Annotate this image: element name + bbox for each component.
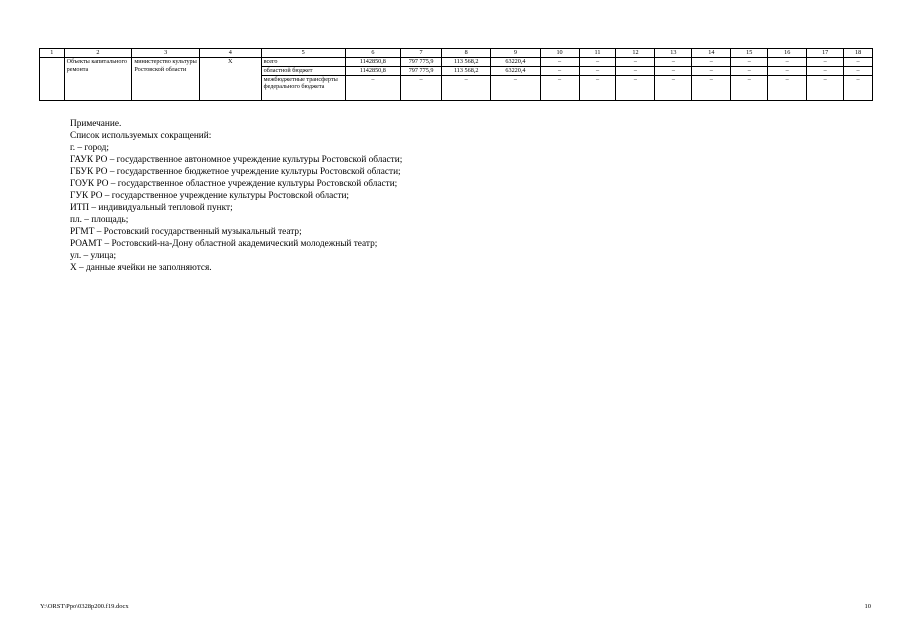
header-cell: 13 [655, 49, 692, 58]
header-cell: 11 [579, 49, 616, 58]
dash-cell: – [655, 58, 692, 67]
value-cell: – [491, 75, 540, 100]
abbreviation-item: ул. – улица; [70, 251, 117, 261]
dash-cell: – [616, 66, 655, 75]
header-cell: 6 [345, 49, 400, 58]
dash-cell: – [807, 75, 844, 100]
dash-cell: – [616, 75, 655, 100]
dash-cell: – [768, 75, 807, 100]
dash-cell: – [540, 58, 579, 67]
dash-cell: – [655, 75, 692, 100]
funding-label-cell: межбюджетные трансферты федерального бюджета [261, 75, 345, 100]
header-cell: 5 [261, 49, 345, 58]
value-cell: 63220,4 [491, 66, 540, 75]
header-cell: 18 [844, 49, 873, 58]
dash-cell: – [579, 58, 616, 67]
funding-label-cell: областной бюджет [261, 66, 345, 75]
abbreviation-item: РГМТ – Ростовский государственный музыкальный театр; [70, 227, 302, 237]
dash-cell: – [731, 66, 768, 75]
dash-cell: – [540, 66, 579, 75]
abbreviation-item: ГУК РО – государственное учреждение культуры Ростовской области; [70, 191, 350, 201]
notes-section [70, 118, 402, 274]
page-number: 10 [864, 603, 871, 610]
dash-cell: – [692, 66, 731, 75]
value-cell: 797 775,9 [401, 66, 442, 75]
responsible-cell: министерство культуры Ростовской области [132, 58, 200, 101]
header-cell: 16 [768, 49, 807, 58]
header-cell: 1 [40, 49, 65, 58]
value-cell: 63220,4 [491, 58, 540, 67]
header-cell: 12 [616, 49, 655, 58]
header-cell: 3 [132, 49, 200, 58]
abbreviation-item: РОАМТ – Ростовский-на-Дону областной академический молодежный театр; [70, 239, 378, 249]
abbreviation-item: ГАУК РО – государственное автономное учреждение культуры Ростовской области; [70, 155, 403, 165]
notes-title: Примечание. [70, 119, 122, 129]
header-cell: 7 [401, 49, 442, 58]
abbreviation-item: Х – данные ячейки не заполняются. [70, 263, 212, 273]
x-cell: Х [200, 58, 262, 101]
dash-cell: – [692, 58, 731, 67]
dash-cell: – [844, 75, 873, 100]
value-cell: 113 568,2 [442, 66, 491, 75]
dash-cell: – [616, 58, 655, 67]
notes-subtitle: Список используемых сокращений: [70, 131, 212, 141]
header-cell: 17 [807, 49, 844, 58]
dash-cell: – [540, 75, 579, 100]
header-cell: 2 [64, 49, 132, 58]
value-cell: – [442, 75, 491, 100]
dash-cell: – [807, 66, 844, 75]
data-table [39, 48, 873, 101]
value-cell: – [401, 75, 442, 100]
table-cell [40, 58, 65, 101]
dash-cell: – [844, 66, 873, 75]
header-cell: 8 [442, 49, 491, 58]
value-cell: 113 568,2 [442, 58, 491, 67]
dash-cell: – [579, 66, 616, 75]
value-cell: – [345, 75, 400, 100]
dash-cell: – [731, 75, 768, 100]
abbreviation-item: ИТП – индивидуальный тепловой пункт; [70, 203, 233, 213]
abbreviation-item: г. – город; [70, 143, 109, 153]
header-cell: 4 [200, 49, 262, 58]
table-row [40, 58, 873, 67]
dash-cell: – [731, 58, 768, 67]
table-header-row [40, 49, 873, 58]
value-cell: 1142850,8 [345, 58, 400, 67]
header-cell: 15 [731, 49, 768, 58]
abbreviation-item: ГБУК РО – государственное бюджетное учреждение культуры Ростовской области; [70, 167, 401, 177]
value-cell: 797 775,9 [401, 58, 442, 67]
header-cell: 9 [491, 49, 540, 58]
dash-cell: – [692, 75, 731, 100]
footer-file-path: Y:\ORST\Ppo\0328p200.f19.docx [40, 603, 129, 610]
dash-cell: – [768, 58, 807, 67]
header-cell: 10 [540, 49, 579, 58]
abbreviation-item: пл. – площадь; [70, 215, 129, 225]
object-name-cell: Объекты капитального ремонта [64, 58, 132, 101]
dash-cell: – [807, 58, 844, 67]
header-cell: 14 [692, 49, 731, 58]
dash-cell: – [579, 75, 616, 100]
value-cell: 1142850,8 [345, 66, 400, 75]
dash-cell: – [844, 58, 873, 67]
funding-label-cell: всего [261, 58, 345, 67]
dash-cell: – [655, 66, 692, 75]
abbreviation-item: ГОУК РО – государственное областное учреждение культуры Ростовской области; [70, 179, 398, 189]
dash-cell: – [768, 66, 807, 75]
